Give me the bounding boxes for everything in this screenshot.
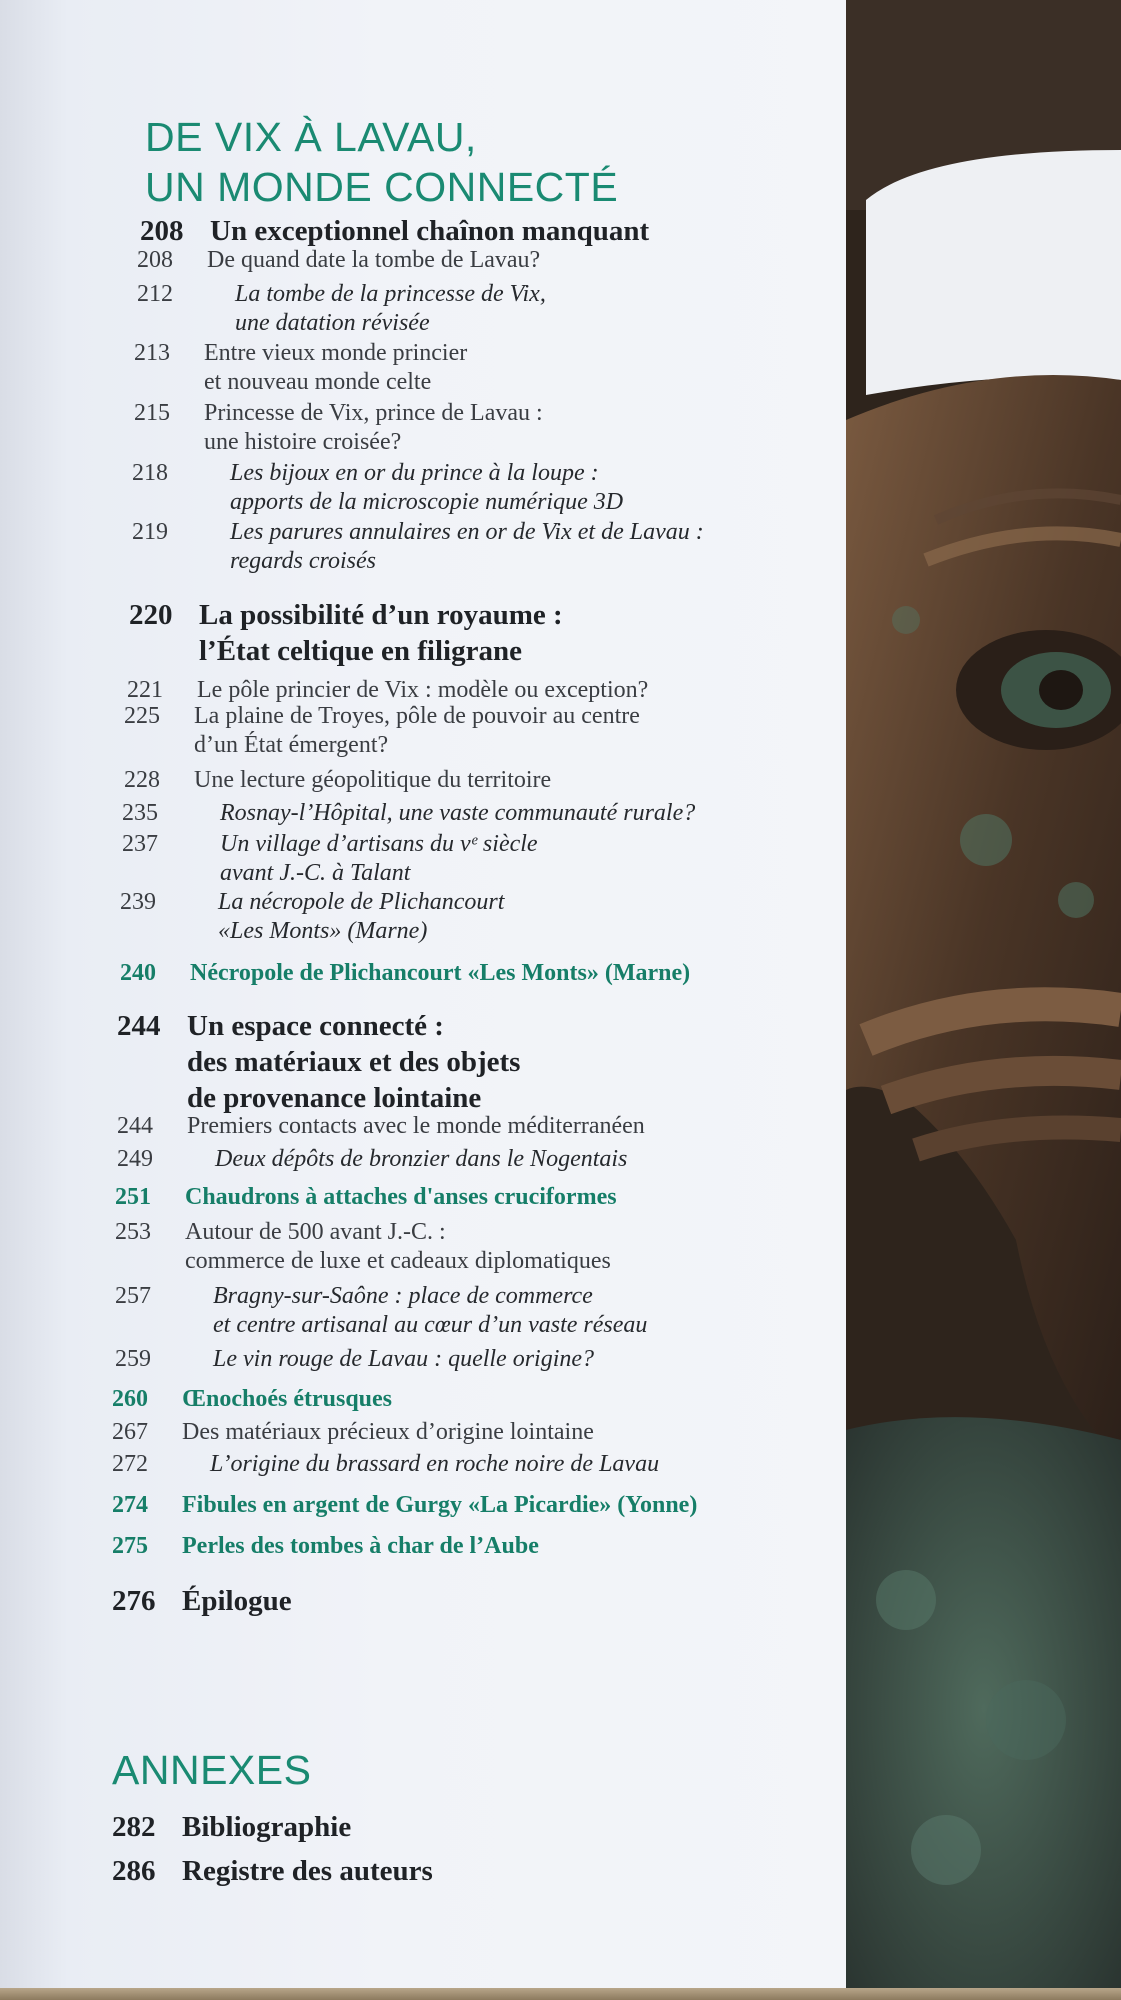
toc-entry-title-line: Deux dépôts de bronzier dans le Nogentais bbox=[215, 1146, 628, 1172]
toc-entry-title bbox=[220, 799, 695, 828]
toc-page-number: 249 bbox=[117, 1146, 153, 1172]
toc-entry-title bbox=[194, 702, 640, 760]
toc-entry-title-line: Princesse de Vix, prince de Lavau : bbox=[204, 400, 543, 426]
toc-entry-title-line: une datation révisée bbox=[235, 310, 430, 336]
toc-page-number: 259 bbox=[115, 1346, 151, 1372]
toc-entry-title bbox=[210, 1450, 659, 1479]
toc-entry-title-line: l’État celtique en filigrane bbox=[199, 635, 522, 667]
toc-page-number: 257 bbox=[115, 1283, 151, 1309]
toc-entry-title-line: De quand date la tombe de Lavau? bbox=[207, 247, 541, 273]
toc-page-number: 244 bbox=[117, 1010, 161, 1042]
toc-page-number: 208 bbox=[137, 247, 173, 273]
toc-entry-title-line: de provenance lointaine bbox=[187, 1082, 482, 1114]
toc-entry-title-line: Bragny-sur-Saône : place de commerce bbox=[213, 1283, 593, 1309]
toc-entry-title bbox=[197, 676, 648, 705]
toc-page-number: 212 bbox=[137, 281, 173, 307]
toc-page-number: 274 bbox=[112, 1492, 148, 1518]
toc-page-number: 286 bbox=[112, 1855, 156, 1887]
toc-entry-title bbox=[182, 1853, 433, 1889]
toc-page-number: 235 bbox=[122, 800, 158, 826]
toc-entry-title-line: Premiers contacts avec le monde méditerranéen bbox=[187, 1113, 645, 1139]
toc-entry-title-line: L’origine du brassard en roche noire de Lavau bbox=[210, 1451, 660, 1477]
toc-entry-title-line: La plaine de Troyes, pôle de pouvoir au centre bbox=[194, 703, 640, 729]
toc-entry-title-line: Autour de 500 avant J.-C. : bbox=[185, 1219, 446, 1245]
toc-entry-title-line: Rosnay-l’Hôpital, une vaste communauté rurale? bbox=[220, 800, 696, 826]
toc-entry-title-line: Un espace connecté : bbox=[187, 1010, 444, 1042]
toc-entry-title bbox=[230, 459, 623, 517]
toc-entry-title bbox=[182, 1384, 392, 1414]
toc-entry-title bbox=[182, 1418, 594, 1447]
toc-page-number: 275 bbox=[112, 1533, 148, 1559]
toc-entry-title-line: avant J.-C. à Talant bbox=[220, 860, 411, 886]
toc-page-number: 218 bbox=[132, 460, 168, 486]
toc-page-number: 272 bbox=[112, 1451, 148, 1477]
toc-entry-title-line: et centre artisanal au cœur d’un vaste réseau bbox=[213, 1312, 648, 1338]
toc-page-number: 228 bbox=[124, 767, 160, 793]
toc-entry-title-line: La tombe de la princesse de Vix, bbox=[235, 281, 546, 307]
toc-entry-title bbox=[182, 1809, 351, 1845]
toc-entry-title-line: Œnochoés étrusques bbox=[182, 1386, 393, 1412]
toc-page-number: 276 bbox=[112, 1585, 156, 1617]
toc-page-number: 215 bbox=[134, 400, 170, 426]
toc-entry-title-line: Perles des tombes à char de l’Aube bbox=[182, 1533, 539, 1559]
toc-page-number: 251 bbox=[115, 1184, 151, 1210]
toc-entry-title-line: regards croisés bbox=[230, 548, 376, 574]
annexes-title: ANNEXES bbox=[112, 1747, 312, 1793]
toc-entry-title bbox=[204, 339, 467, 397]
toc-entry-title-line: La possibilité d’un royaume : bbox=[199, 599, 563, 631]
toc-entry-title bbox=[230, 518, 704, 576]
toc-entry-title bbox=[213, 1345, 594, 1374]
toc-entry-title bbox=[235, 280, 546, 338]
toc-page-number: 213 bbox=[134, 340, 170, 366]
toc-page-number: 208 bbox=[140, 215, 184, 247]
toc-entry-title bbox=[215, 1145, 627, 1174]
toc-entry-title bbox=[190, 958, 690, 988]
bronze-mask-illustration bbox=[846, 0, 1121, 2000]
toc-page-number: 260 bbox=[112, 1386, 148, 1412]
toc-entry-title bbox=[204, 399, 543, 457]
toc-entry-title bbox=[185, 1182, 617, 1212]
section-title-line-1: DE VIX À LAVAU, bbox=[145, 114, 477, 160]
toc-page-number: 220 bbox=[129, 599, 173, 631]
desk-surface bbox=[0, 1988, 1121, 2000]
toc-entry-title bbox=[207, 246, 540, 275]
toc-entry-title-line: «Les Monts» (Marne) bbox=[218, 918, 428, 944]
toc-page-number: 282 bbox=[112, 1811, 156, 1843]
toc-entry-title bbox=[182, 1490, 697, 1520]
section-title bbox=[145, 112, 618, 212]
toc-entry-title-line: Une lecture géopolitique du territoire bbox=[194, 767, 552, 793]
toc-entry-title bbox=[185, 1218, 611, 1276]
toc-page-number: 239 bbox=[120, 889, 156, 915]
toc-entry-title-line: Registre des auteurs bbox=[182, 1855, 433, 1887]
toc-entry-title bbox=[182, 1531, 539, 1561]
toc-entry-title-line: d’un État émergent? bbox=[194, 732, 389, 758]
toc-entry-title bbox=[187, 1112, 645, 1141]
toc-page-number: 219 bbox=[132, 519, 168, 545]
toc-page-number: 225 bbox=[124, 703, 160, 729]
toc-page-number: 253 bbox=[115, 1219, 151, 1245]
toc-entry-title-line: Les bijoux en or du prince à la loupe : bbox=[230, 460, 599, 486]
toc-page-number: 244 bbox=[117, 1113, 153, 1139]
toc-entry-title bbox=[218, 888, 504, 946]
toc-page-number: 221 bbox=[127, 677, 163, 703]
toc-entry-title-line: apports de la microscopie numérique 3D bbox=[230, 489, 624, 515]
toc-page-number: 237 bbox=[122, 831, 158, 857]
toc-entry-title bbox=[187, 1008, 520, 1116]
toc-entry-title bbox=[182, 1583, 292, 1619]
toc-entry-title-line: et nouveau monde celte bbox=[204, 369, 432, 395]
toc-entry-title bbox=[220, 830, 538, 888]
toc-entry-title bbox=[210, 213, 649, 249]
toc-entry-title-line: Des matériaux précieux d’origine lointaine bbox=[182, 1419, 594, 1445]
toc-entry-title-line: Entre vieux monde princier bbox=[204, 340, 468, 366]
toc-entry-title-line: Un exceptionnel chaînon manquant bbox=[210, 215, 650, 247]
toc-page-number: 240 bbox=[120, 960, 156, 986]
toc-entry-title bbox=[213, 1282, 647, 1340]
section-title-line-2: UN MONDE CONNECTÉ bbox=[145, 164, 619, 210]
toc-entry-title-line: des matériaux et des objets bbox=[187, 1046, 521, 1078]
toc-entry-title-line: Le vin rouge de Lavau : quelle origine? bbox=[213, 1346, 595, 1372]
toc-entry-title-line: Le pôle princier de Vix : modèle ou exception? bbox=[197, 677, 649, 703]
toc-entry-title-line: La nécropole de Plichancourt bbox=[218, 889, 505, 915]
toc-entry-title-line: Épilogue bbox=[182, 1585, 292, 1617]
toc-entry-title bbox=[194, 766, 551, 795]
toc-page-number: 267 bbox=[112, 1419, 148, 1445]
toc-entry-title-line: commerce de luxe et cadeaux diplomatiques bbox=[185, 1248, 611, 1274]
toc-entry-title-line: Chaudrons à attaches d'anses cruciformes bbox=[185, 1184, 617, 1210]
toc-entry-title-line: Bibliographie bbox=[182, 1811, 352, 1843]
toc-entry-title bbox=[199, 597, 563, 669]
cover-photo-bronze-mask bbox=[846, 0, 1121, 2000]
toc-entry-title-line: une histoire croisée? bbox=[204, 429, 402, 455]
toc-entry-title-line: Nécropole de Plichancourt «Les Monts» (Marne) bbox=[190, 960, 691, 986]
toc-entry-title-line: Les parures annulaires en or de Vix et de Lavau : bbox=[230, 519, 704, 545]
toc-entry-title-line: Fibules en argent de Gurgy «La Picardie» (Yonne) bbox=[182, 1492, 698, 1518]
toc-entry-title-line: Un village d’artisans du vᵉ siècle bbox=[220, 831, 538, 857]
